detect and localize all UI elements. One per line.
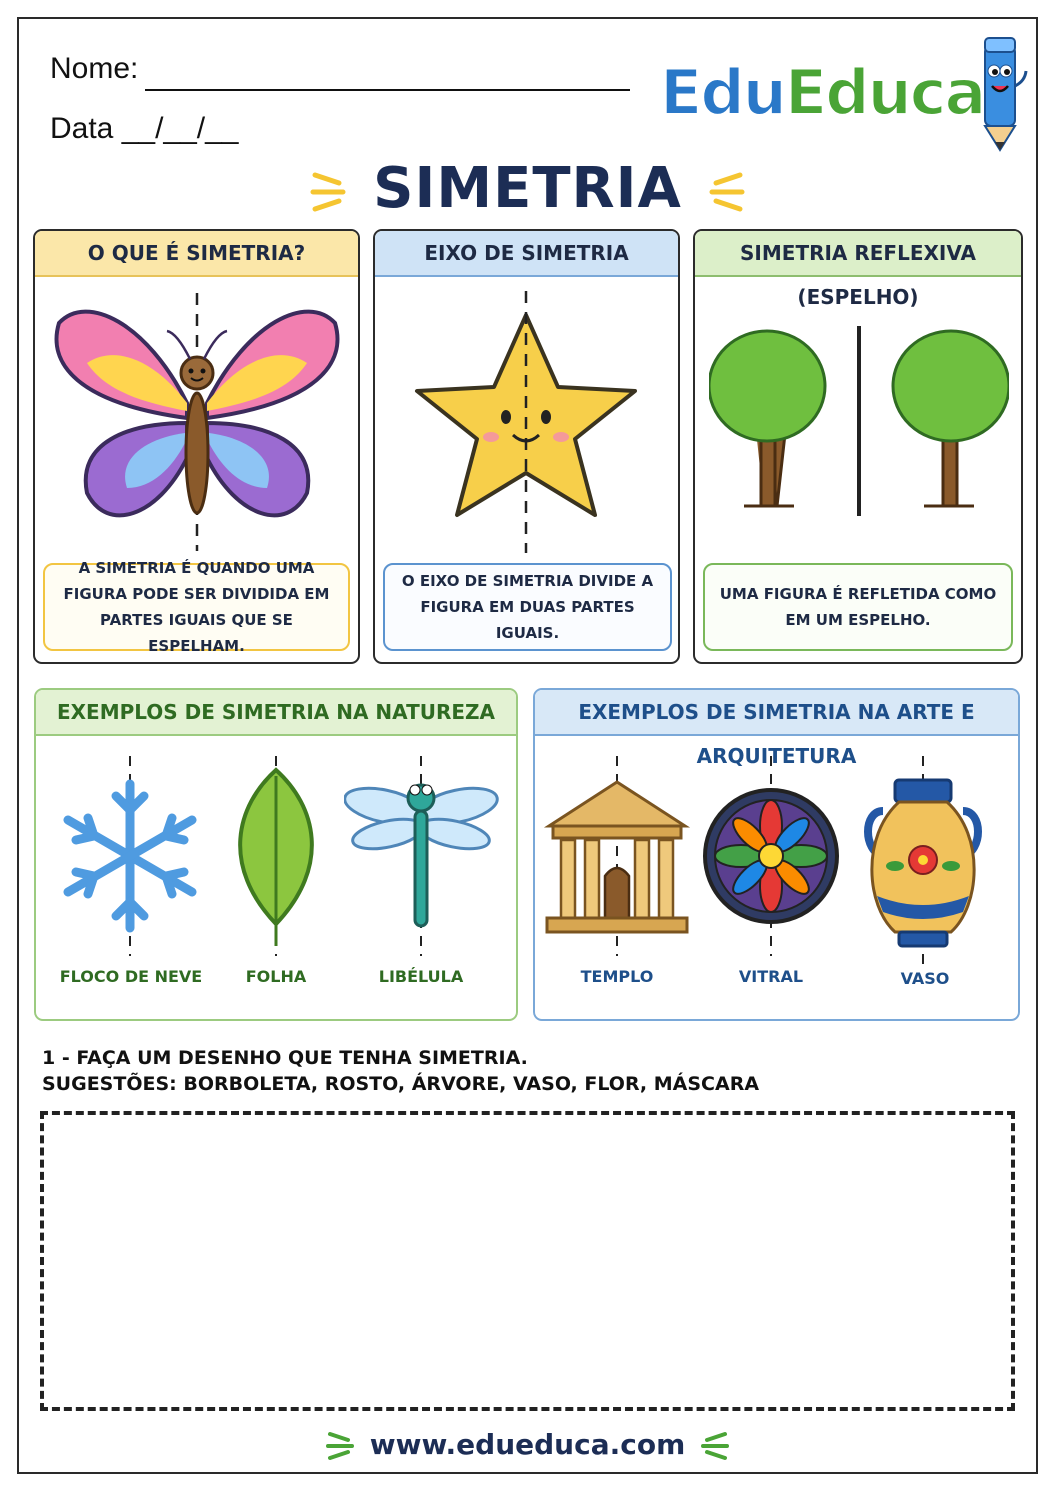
card-heading: EXEMPLOS DE SIMETRIA NA NATUREZA [36,690,516,736]
tree-right-icon [893,331,1009,506]
page-title [0,156,1055,221]
date-field[interactable] [50,112,238,146]
caption-leaf: FOLHA [245,967,307,986]
vase-icon [855,756,995,966]
card-heading: O QUE É SIMETRIA? [35,231,358,277]
name-field[interactable] [50,52,138,86]
edueduca-logo [660,48,990,138]
sparkle-right-icon [699,1429,729,1463]
card-axis-of-symmetry [373,229,680,664]
card-heading: EIXO DE SIMETRIA [375,231,678,277]
card-note: O EIXO DE SIMETRIA DIVIDE A FIGURA EM DUAS PARTES IGUAIS. [383,563,672,651]
card-reflective-symmetry [693,229,1023,664]
star-icon [403,287,653,557]
card-note: UMA FIGURA É REFLETIDA COMO EM UM ESPELHO. [703,563,1013,651]
pencil-mascot-icon [970,26,1030,156]
card-what-is-symmetry [33,229,360,664]
drawing-area[interactable] [40,1111,1015,1411]
website-link[interactable]: www.edueduca.com [369,1428,686,1461]
mirrored-trees-icon [709,321,1009,521]
caption-stained-glass: VITRAL [738,967,804,986]
logo-text-educa: Educa [784,56,985,129]
name-label: Nome: [50,52,139,85]
title-text: SIMETRIA [373,156,682,221]
card-nature-examples [34,688,518,1021]
card-note: A SIMETRIA É QUANDO UMA FIGURA PODE SER DIVIDIDA EM PARTES IGUAIS QUE SE ESPELHAM. [43,563,350,651]
butterfly-icon [47,283,347,553]
task-suggestions: SUGESTÕES: BORBOLETA, ROSTO, ÁRVORE, VASO, FLOR, MÁSCARA [42,1073,760,1095]
date-label: Data __/__/__ [50,112,239,145]
sparkle-left-icon [309,167,349,217]
caption-dragonfly: LIBÉLULA [378,967,464,986]
sparkle-left-icon [326,1429,356,1463]
caption-temple: TEMPLO [580,967,654,986]
card-art-examples [533,688,1020,1021]
caption-snowflake: FLOCO DE NEVE [59,967,203,986]
temple-icon [543,756,693,956]
task-instruction: 1 - FAÇA UM DESENHO QUE TENHA SIMETRIA. [42,1047,528,1069]
dragonfly-icon [344,756,504,956]
footer [0,1428,1055,1463]
card-heading: EXEMPLOS DE SIMETRIA NA ARTE E ARQUITETURA [535,690,1018,736]
caption-vase: VASO [900,969,950,988]
tree-left-icon [709,331,825,506]
stained-glass-icon [701,756,841,956]
card-heading: SIMETRIA REFLEXIVA (ESPELHO) [695,231,1021,277]
leaf-icon [216,756,336,956]
sparkle-right-icon [706,167,746,217]
logo-text-edu: Edu [660,56,785,129]
snowflake-icon [58,756,203,956]
name-line [145,89,630,91]
